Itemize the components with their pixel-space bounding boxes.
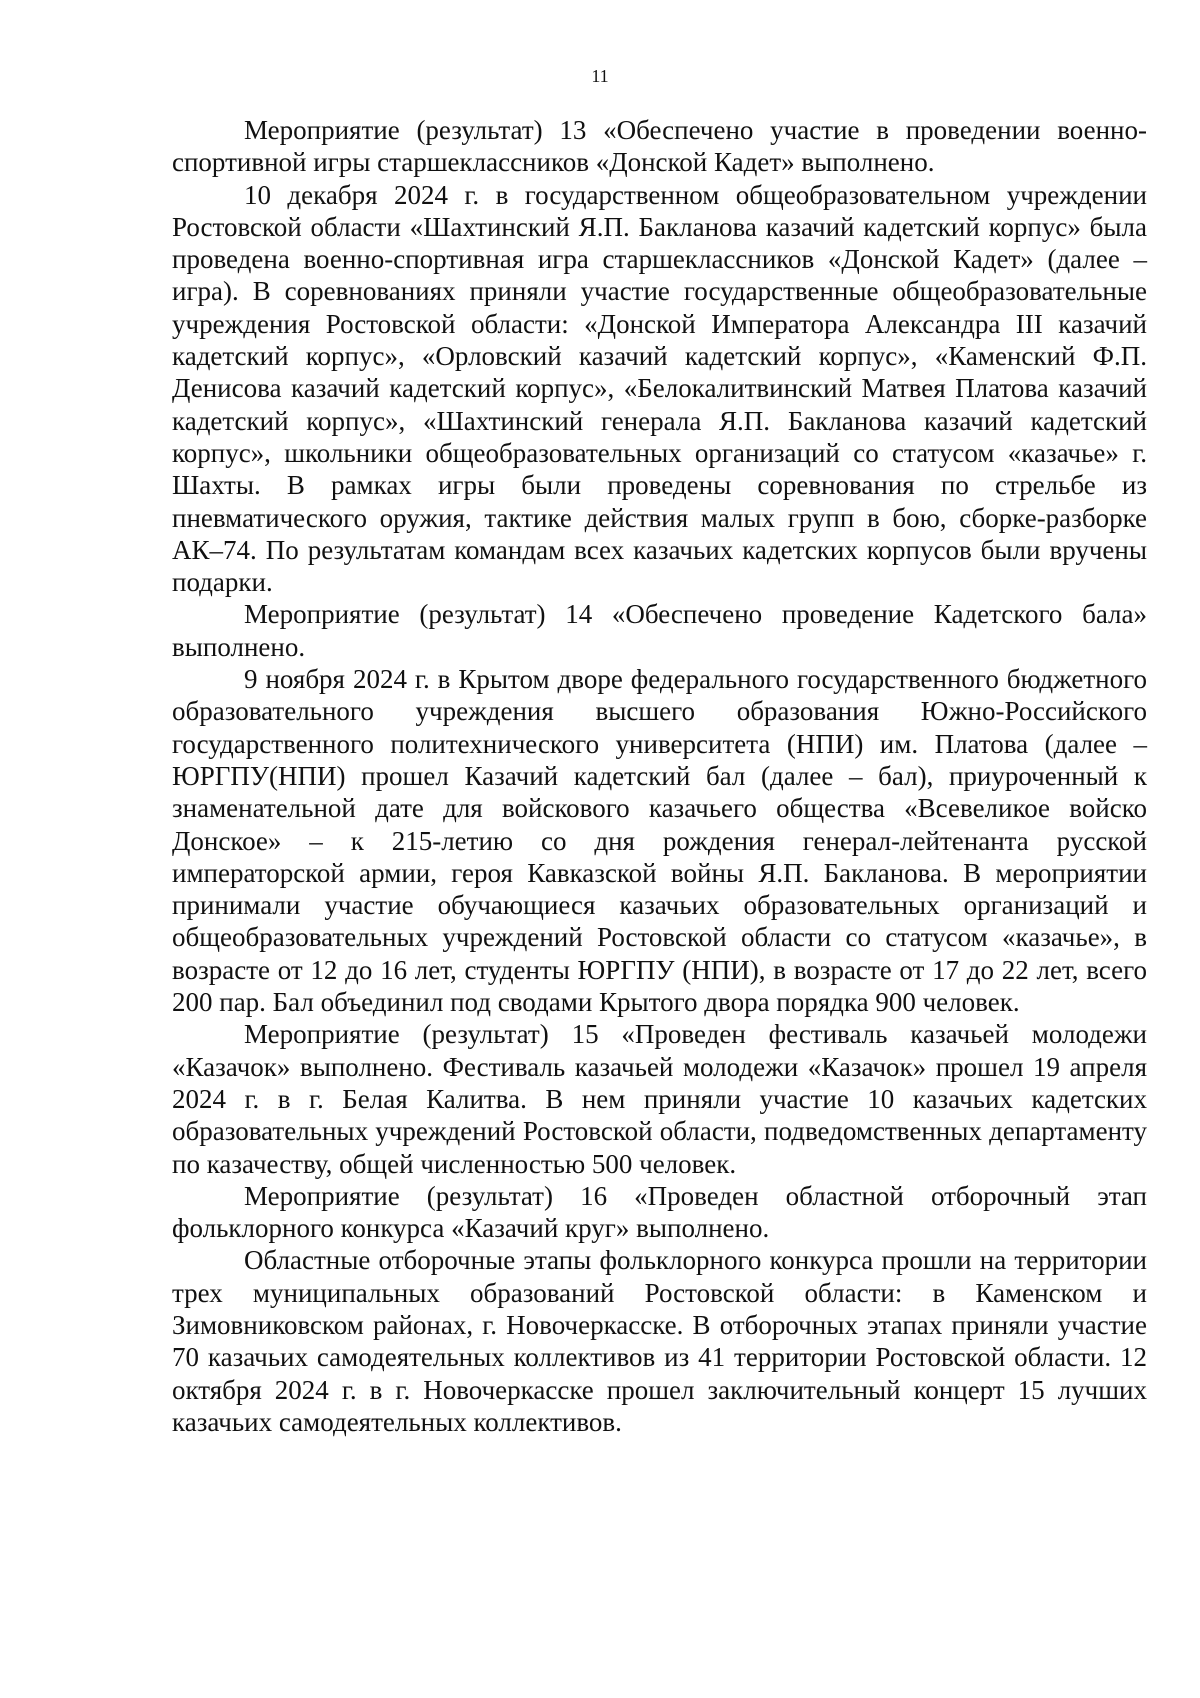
paragraph-event-15-kazachok-festival: Мероприятие (результат) 15 «Проведен фестиваль казачьей молодежи «Казачок» выполнено. Фестиваль казачьей молодежи «Казачок» прошел 19 апреля 2024 г. в г. Белая Калитва. В нем приняли участие 10 казачьих кадетских образовательных учреждений Ростовской области, подведомственных департаменту по казачеству, общей численностью 500 человек. [172, 1019, 1147, 1179]
paragraph-folklore-contest-stages: Областные отборочные этапы фольклорного конкурса прошли на территории трех муниципальных образований Ростовской области: в Каменском и Зимовниковском районах, г. Новочеркасске. В отборочных этапах приняли участие 70 казачьих самодеятельных коллективов из 41 территории Ростовской области. 12 октября 2024 г. в г. Новочеркасске прошел заключительный концерт 15 лучших казачьих самодеятельных коллективов. [172, 1245, 1147, 1437]
document-body [172, 114, 1147, 1438]
paragraph-event-14: Мероприятие (результат) 14 «Обеспечено проведение Кадетского бала» выполнено. [172, 599, 1147, 662]
page-number: 11 [591, 66, 609, 86]
paragraph-donskoy-kadet-game: 10 декабря 2024 г. в государственном общеобразовательном учреждении Ростовской области «Шахтинский Я.П. Бакланова казачий кадетский корпус» была проведена военно-спортивная игра старшеклассников «Донской Кадет» (далее – игра). В соревнованиях приняли участие государственные общеобразовательные учреждения Ростовской области: «Донской Императора Александра III казачий кадетский корпус», «Орловский казачий кадетский корпус», «Каменский Ф.П. Денисова казачий кадетский корпус», «Белокалитвинский Матвея Платова казачий кадетский корпус», «Шахтинский генерала Я.П. Бакланова казачий кадетский корпус», школьники общеобразовательных организаций со статусом «казачье» г. Шахты. В рамках игры были проведены соревнования по стрельбе из пневматического оружия, тактике действия малых групп в бою, сборке-разборке АК–74. По результатам командам всех казачьих кадетских корпусов были вручены подарки. [172, 179, 1147, 598]
paragraph-cadet-ball: 9 ноября 2024 г. в Крытом дворе федерального государственного бюджетного образовательного учреждения высшего образования Южно-Российского государственного политехнического университета (НПИ) им. Платова (далее – ЮРГПУ(НПИ) прошел Казачий кадетский бал (далее – бал), приуроченный к знаменательной дате для войскового казачьего общества «Всевеликое войско Донское» – к 215-летию со дня рождения генерал-лейтенанта русской императорской армии, героя Кавказской войны Я.П. Бакланова. В мероприятии принимали участие обучающиеся казачьих образовательных организаций и общеобразовательных учреждений Ростовской области со статусом «казачье», в возрасте от 12 до 16 лет, студенты ЮРГПУ (НПИ), в возрасте от 17 до 22 лет, всего 200 пар. Бал объединил под сводами Крытого двора порядка 900 человек. [172, 664, 1147, 1018]
paragraph-event-13: Мероприятие (результат) 13 «Обеспечено участие в проведении военно-спортивной игры старшеклассников «Донской Кадет» выполнено. [172, 115, 1147, 178]
paragraph-event-16: Мероприятие (результат) 16 «Проведен областной отборочный этап фольклорного конкурса «Казачий круг» выполнено. [172, 1180, 1147, 1244]
